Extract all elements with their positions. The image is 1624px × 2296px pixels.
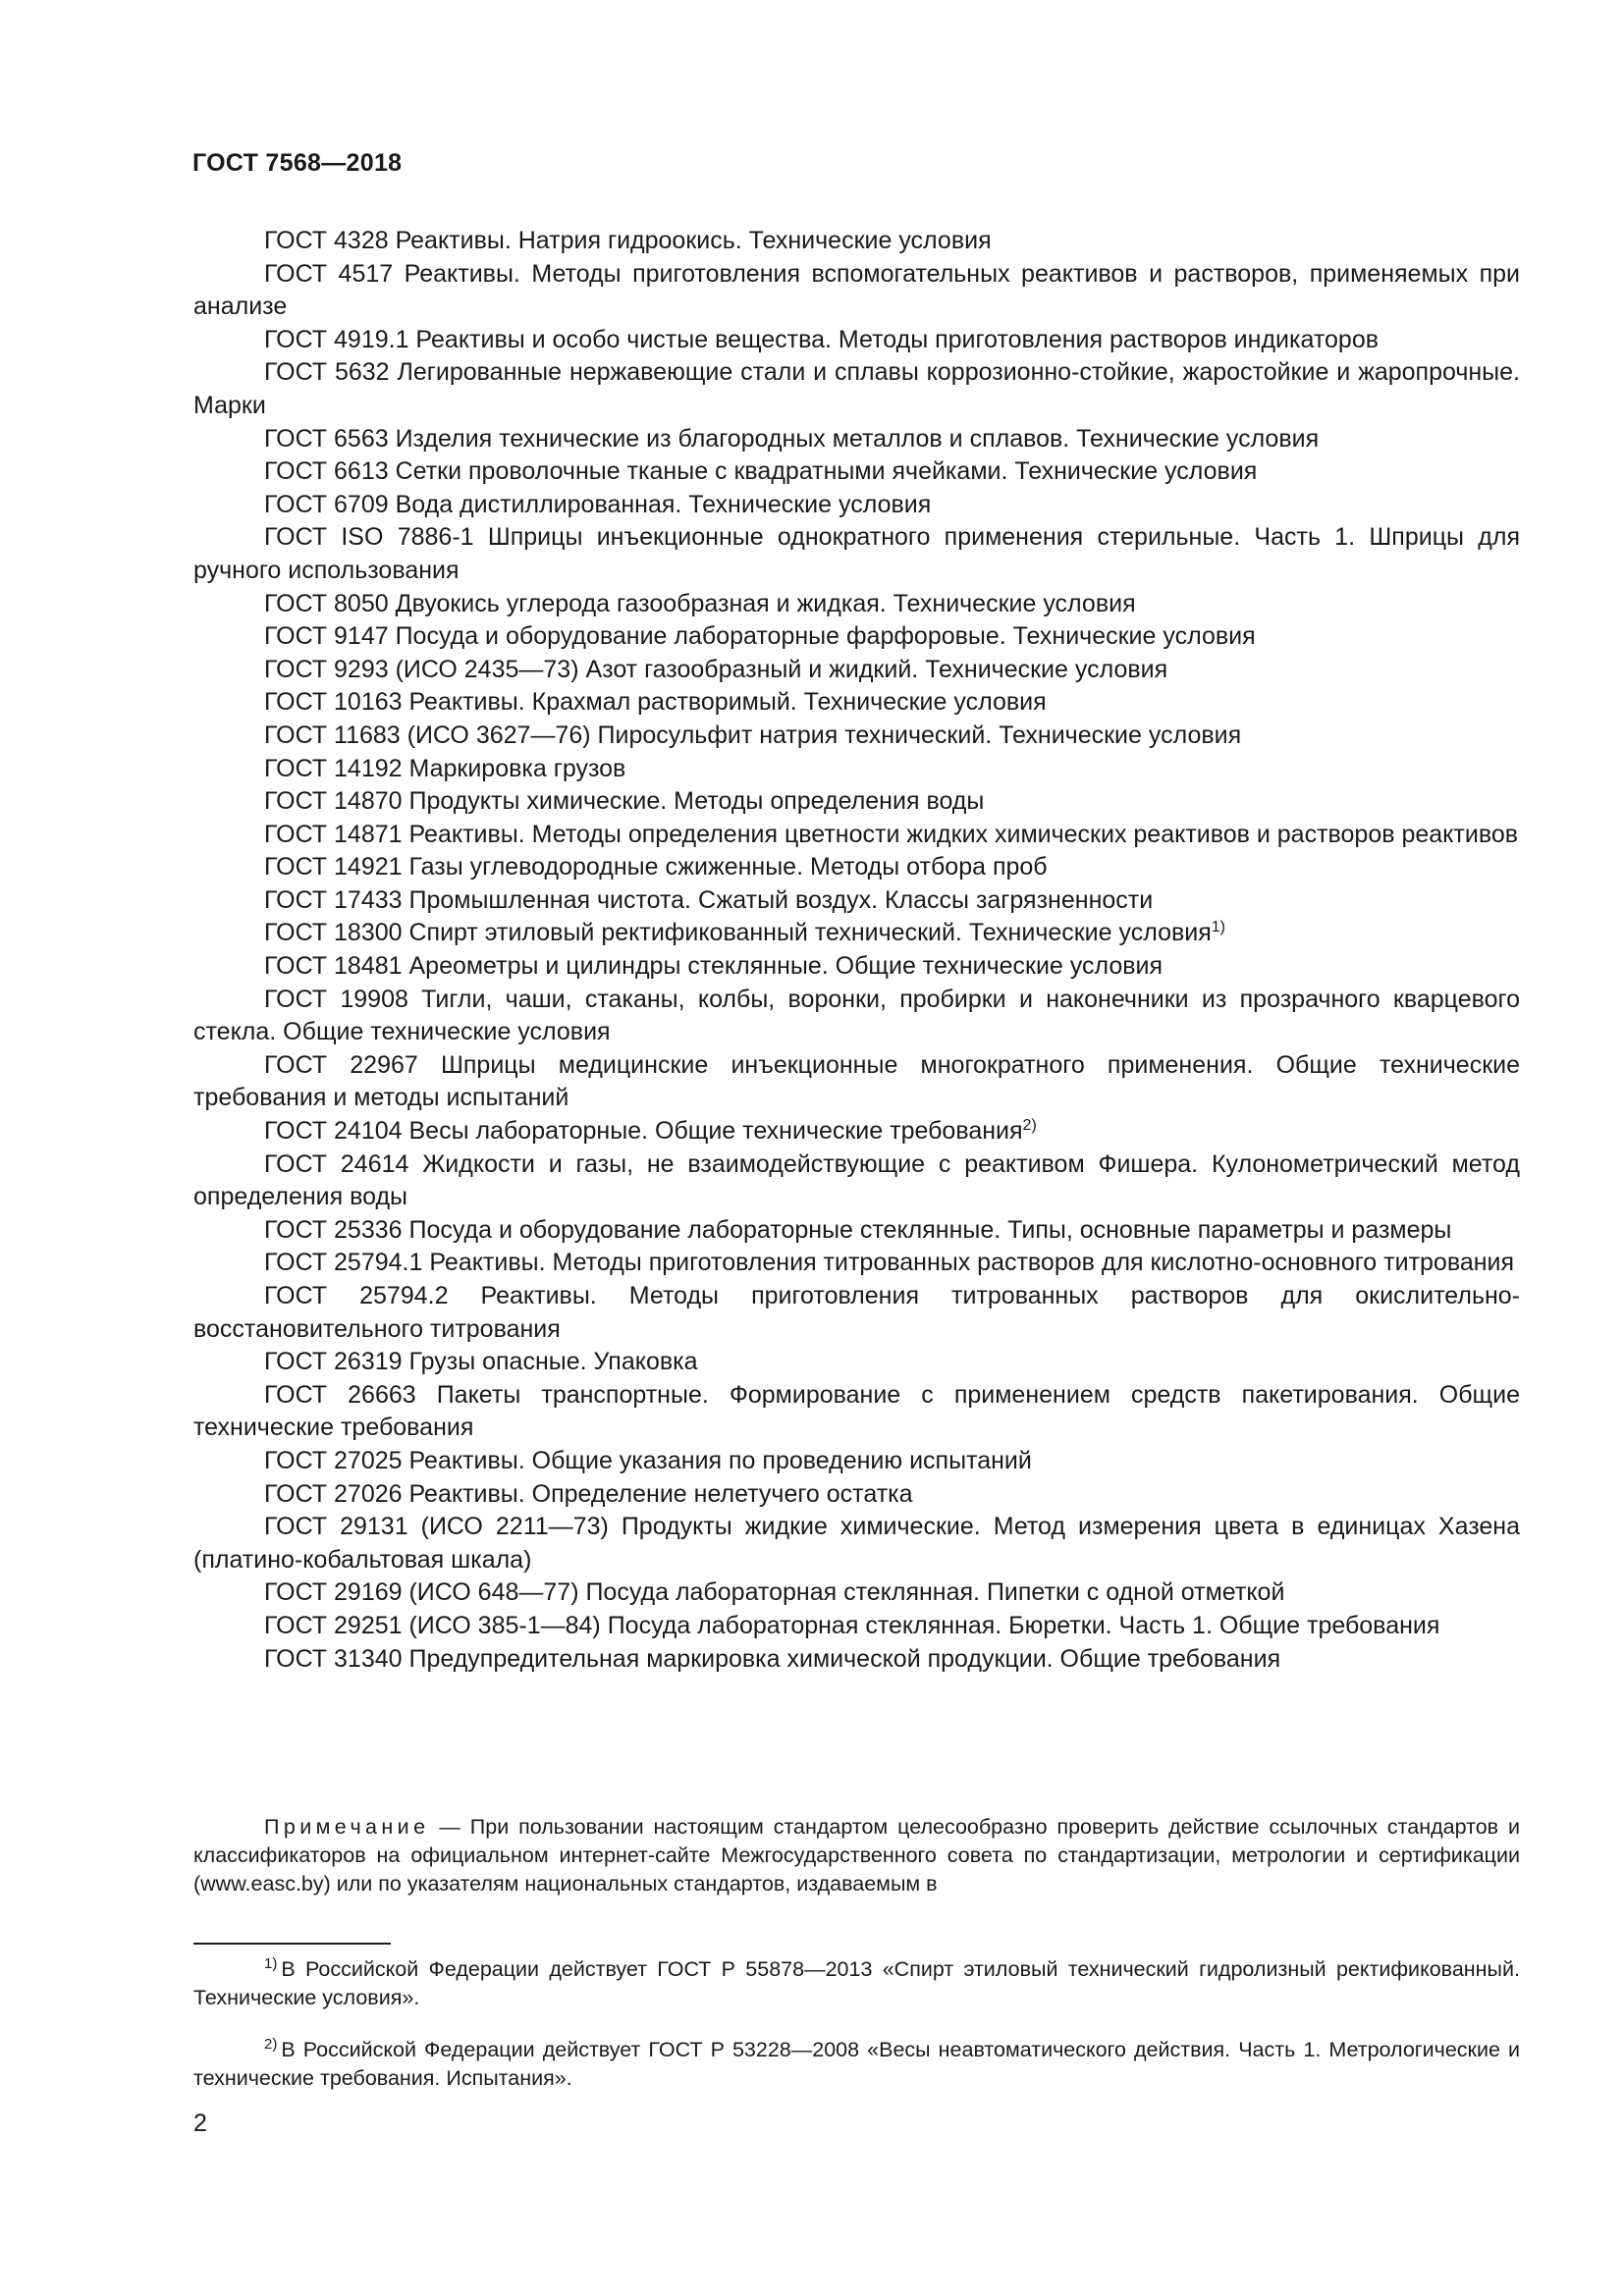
reference-item (193, 686, 1520, 720)
note-paragraph (193, 1813, 1520, 1898)
page-number: 2 (193, 2109, 207, 2137)
reference-text: ГОСТ 25794.1 Реактивы. Методы приготовления титрованных растворов для кислотно-основного титрования (264, 1249, 1515, 1277)
reference-item (193, 1280, 1520, 1346)
note-text: — При пользовании настоящим стандартом целесообразно проверить действие ссылочных стандартов и классификаторов на официальном интернет-сайте Межгосударственного совета по стандартизации, метрологии и сертификации (www.easc.by) или по указателям национальных стандартов, издаваемым в (193, 1815, 1520, 1896)
reference-text: ГОСТ 8050 Двуокись углерода газообразная и жидкая. Технические условия (264, 589, 1136, 617)
reference-item (193, 588, 1520, 621)
reference-text: ГОСТ 4328 Реактивы. Натрия гидроокись. Технические условия (264, 227, 992, 254)
reference-item (193, 851, 1520, 884)
reference-item (193, 225, 1520, 258)
reference-text: ГОСТ 6709 Вода дистиллированная. Технические условия (264, 490, 932, 518)
footnote-1 (193, 1955, 1520, 2012)
reference-text: ГОСТ 29251 (ИСО 385-1—84) Посуда лабораторная стеклянная. Бюретки. Часть 1. Общие требования (264, 1611, 1440, 1639)
reference-item (193, 356, 1520, 422)
reference-item (193, 1247, 1520, 1280)
reference-text: ГОСТ 25794.2 Реактивы. Методы приготовления титрованных растворов для окислительно-восстановительного титрования (193, 1282, 1520, 1343)
reference-text: ГОСТ 26663 Пакеты транспортные. Формирование с применением средств пакетирования. Общие технические требования (193, 1380, 1520, 1442)
reference-text: ГОСТ 24104 Весы лабораторные. Общие технические требования (264, 1117, 1023, 1146)
footnote-1-mark: 1) (264, 1955, 278, 1972)
reference-text: ГОСТ 29131 (ИСО 2211—73) Продукты жидкие химические. Метод измерения цвета в единицах Хазена (платино-кобальтовая шкала) (193, 1513, 1520, 1574)
reference-text: ГОСТ 9147 Посуда и оборудование лабораторные фарфоровые. Технические условия (264, 622, 1256, 651)
reference-text: ГОСТ 24614 Жидкости и газы, не взаимодействующие с реактивом Фишера. Кулонометрический метод определения воды (193, 1149, 1520, 1211)
reference-item (193, 1643, 1520, 1677)
reference-text: ГОСТ 29169 (ИСО 648—77) Посуда лабораторная стеклянная. Пипетки с одной отметкой (264, 1578, 1285, 1607)
reference-item (193, 917, 1520, 950)
reference-text: ГОСТ 4919.1 Реактивы и особо чистые вещества. Методы приготовления растворов индикаторов (264, 325, 1379, 353)
reference-text: ГОСТ 19908 Тигли, чаши, стаканы, колбы, воронки, пробирки и наконечники из прозрачного кварцевого стекла. Общие технические условия (193, 985, 1520, 1046)
reference-item (193, 1445, 1520, 1478)
reference-item (193, 1214, 1520, 1248)
reference-item (193, 521, 1520, 587)
reference-item (193, 753, 1520, 786)
reference-item (193, 1115, 1520, 1148)
footnote-separator (193, 1943, 391, 1945)
reference-item (193, 819, 1520, 852)
reference-text: ГОСТ 17433 Промышленная чистота. Сжатый воздух. Классы загрязненности (264, 885, 1154, 914)
reference-item (193, 620, 1520, 654)
reference-item (193, 489, 1520, 522)
reference-item (193, 1148, 1520, 1214)
reference-text: ГОСТ 9293 (ИСО 2435—73) Азот газообразный и жидкий. Технические условия (264, 655, 1168, 683)
footnote-2-text: В Российской Федерации действует ГОСТ Р 53228—2008 «Весы неавтоматического действия. Часть 1. Метрологические и технические требования. Испытания». (193, 2038, 1520, 2090)
reference-item (193, 1610, 1520, 1643)
reference-item (193, 455, 1520, 489)
note-label: Примечание (264, 1815, 430, 1839)
reference-item (193, 324, 1520, 357)
footnote-2-mark: 2) (264, 2036, 278, 2053)
reference-text: ГОСТ 14192 Маркировка грузов (264, 754, 626, 782)
reference-text: ГОСТ 14870 Продукты химические. Методы определения воды (264, 787, 985, 816)
reference-item (193, 884, 1520, 918)
reference-text: ГОСТ 10163 Реактивы. Крахмал растворимый. Технические условия (264, 688, 1047, 717)
reference-item (193, 1346, 1520, 1379)
reference-text: ГОСТ 22967 Шприцы медицинские инъекционные многократного применения. Общие технические требования и методы испытаний (193, 1050, 1520, 1112)
reference-text: ГОСТ 6563 Изделия технические из благородных металлов и сплавов. Технические условия (264, 424, 1320, 453)
reference-text: ГОСТ 27025 Реактивы. Общие указания по проведению испытаний (264, 1446, 1032, 1474)
reference-text: ГОСТ 14921 Газы углеводородные сжиженные. Методы отбора проб (264, 853, 1048, 881)
reference-item (193, 1478, 1520, 1512)
reference-text: ГОСТ 31340 Предупредительная маркировка химической продукции. Общие требования (264, 1644, 1281, 1673)
reference-text: ГОСТ 26319 Грузы опасные. Упаковка (264, 1348, 698, 1376)
reference-text: ГОСТ 11683 (ИСО 3627—76) Пиросульфит натрия технический. Технические условия (264, 721, 1242, 749)
document-code-header: ГОСТ 7568—2018 (192, 149, 403, 177)
reference-item (193, 785, 1520, 819)
normative-references-list (193, 225, 1520, 1676)
footnote-marker: 2) (1022, 1117, 1037, 1135)
reference-text: ГОСТ 14871 Реактивы. Методы определения цветности жидких химических реактивов и растворов реактивов (264, 820, 1519, 848)
reference-text: ГОСТ 6613 Сетки проволочные тканые с квадратными ячейками. Технические условия (264, 457, 1258, 486)
reference-text: ГОСТ 5632 Легированные нержавеющие стали и сплавы коррозионно-стойкие, жаростойкие и жаропрочные. Марки (193, 358, 1520, 419)
reference-item (193, 423, 1520, 456)
reference-item (193, 258, 1520, 324)
reference-item (193, 950, 1520, 984)
reference-item (193, 1049, 1520, 1115)
footnote-marker: 1) (1211, 919, 1226, 936)
reference-item (193, 654, 1520, 687)
reference-text: ГОСТ ISO 7886-1 Шприцы инъекционные однократного применения стерильные. Часть 1. Шприцы для ручного использования (193, 523, 1520, 584)
reference-text: ГОСТ 18481 Ареометры и цилиндры стеклянные. Общие технические условия (264, 952, 1164, 981)
reference-item (193, 720, 1520, 753)
reference-item (193, 1511, 1520, 1576)
footnote-1-text: В Российской Федерации действует ГОСТ Р 55878—2013 «Спирт этиловый технический гидролизный ректификованный. Технические условия». (193, 1957, 1520, 2009)
reference-text: ГОСТ 4517 Реактивы. Методы приготовления вспомогательных реактивов и растворов, применяемых при анализе (193, 259, 1520, 321)
reference-item (193, 1576, 1520, 1610)
reference-item (193, 1379, 1520, 1445)
footnote-2 (193, 2036, 1520, 2093)
reference-text: ГОСТ 27026 Реактивы. Определение нелетучего остатка (264, 1479, 913, 1508)
reference-text: ГОСТ 18300 Спирт этиловый ректификованный технический. Технические условия (264, 919, 1212, 947)
reference-item (193, 984, 1520, 1049)
reference-text: ГОСТ 25336 Посуда и оборудование лабораторные стеклянные. Типы, основные параметры и размеры (264, 1215, 1452, 1244)
